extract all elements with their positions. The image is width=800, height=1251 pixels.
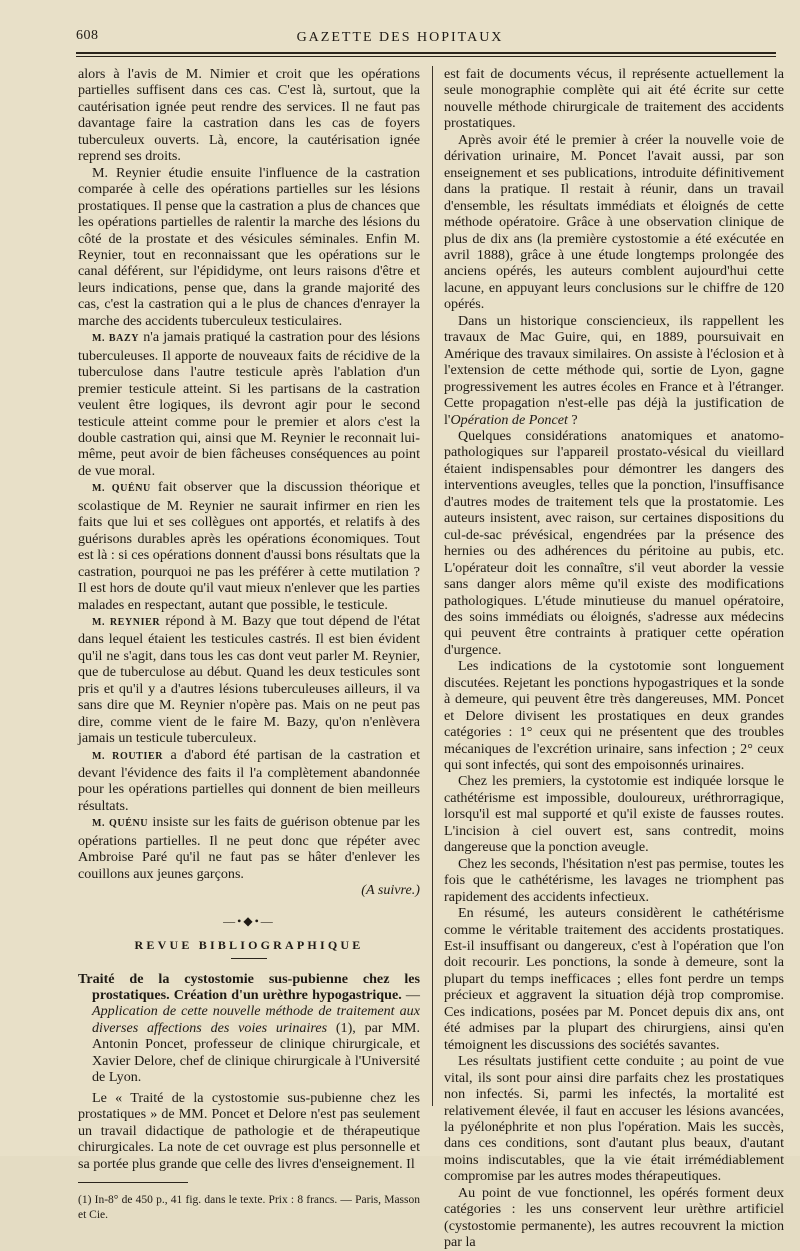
left-column xyxy=(78,66,420,1223)
paragraph: En résumé, les auteurs considèrent le cathétérisme comme le véritable traitement des accidents prostatiques. Est-il insuffisant ou dangereux, c'est à l'opération que l'on doit recourir. Les ponctions, la sonde à demeure, sont la plupart du temps inefficaces ; elles font perdre un temps précieux et aggravent la situation déjà trop compromise. Ces indications, posées par M. Poncet depuis dix ans, ont été admises par la plupart des chirurgiens, ainsi qu'en témoignent les discussions des sociétés savantes. xyxy=(444,905,784,1053)
column-divider xyxy=(432,66,433,1106)
paragraph-text: Dans un historique consciencieux, ils rappellent les travaux de Mac Guire, qui, en 1889, poursuivait en Amérique des travaux similaires. On assiste à l'éclosion et à l'extension de cette méthode qui, sortie de Lyon, gagne progressivement les autres écoles en France et à l'étranger. Cette propagation n'est-elle pas déjà la justification de l' xyxy=(444,312,784,428)
section-ornament: —•◆•— xyxy=(223,913,275,928)
page-number: 608 xyxy=(76,28,99,43)
header-rule-thin xyxy=(76,56,776,57)
to-be-continued: (A suivre.) xyxy=(361,882,420,899)
paragraph: Les résultats justifient cette conduite ; au point de vue vital, ils sont pour ainsi dire parfaits chez les prostatiques non infectés. Si, parmi les infectés, la mortalité est relativement élevée, il faut en accuser les lésions avancées, la pyélonéphrite et non plus l'opération. Mais les succès, dans ces conditions, sont d'autant plus beaux, d'autant moins indiscutables, que la vie était irrémédiablement compromise par les autres modes thérapeutiques. xyxy=(444,1053,784,1185)
paragraph: M. Reynier étudie ensuite l'influence de la castration comparée à celle des opérations partielles sur les lésions prostatiques. Il pense que la castration a plus de chances que les opérations partielles de ralentir la marche des lésions du côté de la prostate et des vésicules séminales. Enfin M. Reynier, tout en reconnaissant que les opérations sur le canal déférent, sur l'épididyme, ont leurs raisons d'être et leurs indications, pense que, dans la grande majorité des cas, c'est la castration qui a le plus de chances d'enrayer la marche des accidents tuberculeux testiculaires. xyxy=(78,164,420,329)
speaker-name: M. REYNIER xyxy=(92,616,161,628)
paragraph xyxy=(78,814,420,882)
paragraph: Après avoir été le premier à créer la nouvelle voie de dérivation urinaire, M. Poncet l'avait aussi, par son enseignement et ses publications, introduite définitivement dans la pratique. Il restait à réunir, dans un travail d'ensemble, les résultats immédiats et éloignés de cette méthode opératoire. Grâce à une observation clinique de plus de dix ans (la première cystostomie a été exécutée en avril 1888), grâce à une étude longtemps prolongée des anciens opérés, les auteurs comblent aujourd'hui cette lacune, en appuyant leurs conclusions sur le chiffre de 120 opérés. xyxy=(444,131,784,313)
speaker-name: M. QUÉNU xyxy=(92,483,151,495)
speech-text: a d'abord été partisan de la castration et devant l'évidence des faits il l'a complètement abandonnée pour les opérations partielles qui donnent de bien meilleurs résultats. xyxy=(78,746,420,814)
paragraph xyxy=(78,613,420,747)
right-column xyxy=(444,66,784,1251)
speech-text: n'a jamais pratiqué la castration pour des lésions tuberculeuses. Il apporte de nouveaux faits de récidive de la tuberculose dans l'autre testicule après l'ablation d'un premier testicule atteint. Si les partisans de la castration veulent être logiques, ils devront agir pour le second testicule atteint comme pour le premier et alors c'est la double castration qui, ainsi que M. Reynier le reconnait lui-même, peut avoir de bien fâcheuses conséquences au point de vue moral. xyxy=(78,329,420,479)
speech-text: insiste sur les faits de guérison obtenue par les opérations partielles. Il ne peut donc que répéter avec Ambroise Paré qu'il ne faut pas se hâter d'enlever les couillons aux jeunes garçons. xyxy=(78,814,420,882)
paragraph xyxy=(78,329,420,479)
paragraph: Les indications de la cystotomie sont longuement discutées. Rejetant les ponctions hypogastriques et la sonde à demeure, qui peuvent être très dangereuses, MM. Poncet et Delore divisent les prostatiques en deux grandes catégories : 1° ceux qui ne présentent que des troubles mécaniques de l'excrétion urinaire, sans infection ; 2° ceux qui sont infectés, qui sont des empoisonnés urinaires. xyxy=(444,658,784,774)
speech-text: fait observer que la discussion théorique et scolastique de M. Reynier ne saurait infirmer en rien les faits que lui et ses collègues ont apportés, et relatifs à des guérisons durables après les opérations économiques. Tout est là : si ces opérations donnent d'aussi bons résultats que la castration, pourquoi ne pas les préférer à cette mutilation ? Il est hors de doute qu'il vaut mieux n'enlever que les parties malades en respectant, autant que possible, le testicule. xyxy=(78,479,420,613)
speaker-name: M. QUÉNU xyxy=(92,818,149,830)
paragraph: Chez les premiers, la cystotomie est indiquée lorsque le cathétérisme est impossible, douloureux, uréthrorragique, lorsqu'il est mal supporté et qu'il existe de fausses routes. L'incision à ciel ouvert est, sans contredit, moins dangereuse que la ponction aveugle. xyxy=(444,773,784,856)
paragraph: Chez les seconds, l'hésitation n'est pas permise, toutes les fois que le cathétérisme, les lavages ne triomphent pas rapidement des accidents infectieux. xyxy=(444,855,784,905)
paragraph: Au point de vue fonctionnel, les opérés forment deux catégories : les uns conservent leur urèthre artificiel (cystostomie permanente), les autres recouvrent la miction par la xyxy=(444,1184,784,1251)
footnote-rule xyxy=(78,1182,188,1183)
paragraph: alors à l'avis de M. Nimier et croit que les opérations partielles suffisent dans ces cas. C'est là, surtout, que la cautérisation ignée peut rendre des services. Il ne faut pas davantage faire la castration dans les cas de foyers tuberculeux ouverts. Là, encore, la cautérisation ignée reprend ses droits. xyxy=(78,66,420,165)
book-dash: — xyxy=(401,987,420,1004)
paragraph: Quelques considérations anatomiques et anatomo-pathologiques sur l'appareil prostato-vésical du vieillard étaient indispensables pour démontrer les dangers des interventions aveugles, telles que la ponction, l'insuffisance d'autres modes de traitement tels que la prostatomie. Les auteurs insistent, avec raison, sur certaines dispositions du cul-de-sac prévésical, engendrées par la présence des hernies ou des adhérences du péritoine au pubis, etc. L'opérateur doit les connaître, s'il veut aborder la vessie sans danger alors même qu'il existe des modifications pathologiques. L'étude minutieuse du manuel opératoire, des soins immédiats ou éloignés, s'adresse aux médecins qui peuvent être contraints à pratiquer cette opération d'urgence. xyxy=(444,427,784,658)
book-subtitle: Application de cette nouvelle méthode de traitement aux diverses affections des voies urinaires xyxy=(92,1003,420,1036)
paragraph xyxy=(78,747,420,815)
header-rule-thick xyxy=(76,52,776,54)
paragraph xyxy=(78,479,420,613)
running-title: GAZETTE DES HOPITAUX xyxy=(296,30,504,45)
book-authors: (1), par MM. Antonin Poncet, professeur de clinique chirurgicale, et Xavier Delore, chef de clinique chirurgicale à l'Université de Lyon. xyxy=(92,1019,420,1086)
book-title: Traité de la cystostomie sus-pubienne chez les prostatiques. Création d'un urèthre hypogastrique. xyxy=(78,970,420,1004)
paragraph xyxy=(444,313,784,428)
italic-term: Opération de Poncet xyxy=(450,411,568,428)
section-heading: REVUE BIBLIOGRAPHIQUE xyxy=(134,938,364,953)
footnote: (1) In-8° de 450 p., 41 fig. dans le texte. Prix : 8 francs. — Paris, Masson et Cie. xyxy=(78,1194,420,1221)
short-rule xyxy=(231,958,267,959)
paragraph: Le « Traité de la cystostomie sus-pubienne chez les prostatiques » de MM. Poncet et Delore n'est pas seulement un travail didactique de pathologie et de thérapeutique chirurgicales. La note de cet ouvrage est plus personnelle et sa portée plus grande que celle des livres d'enseignement. Il xyxy=(78,1089,420,1172)
book-entry xyxy=(78,971,420,1086)
speaker-name: M. BAZY xyxy=(92,333,140,345)
speech-text: répond à M. Bazy que tout dépend de l'état dans lequel étaient les testicules castrés. Il est bien évident qu'il ne s'agit, dans tous les cas dont veut parler M. Reynier, que de tuberculose au début. Quand les deux testicules sont pris et qu'il y a d'autres lésions tuberculeuses ailleurs, il va sans dire que M. Reynier n'opère pas. Mais on ne peut pas dire, comme vient de le faire M. Bazy, qu'on n'enlèvera jamais un testicule tuberculeux. xyxy=(78,612,420,747)
paragraph: est fait de documents vécus, il représente actuellement la seule monographie complète qui ait été écrite sur cette nouvelle méthode chirurgicale de traitement des accidents prostatiques. xyxy=(444,66,784,132)
paragraph-text: ? xyxy=(567,411,578,428)
speaker-name: M. ROUTIER xyxy=(92,750,164,762)
